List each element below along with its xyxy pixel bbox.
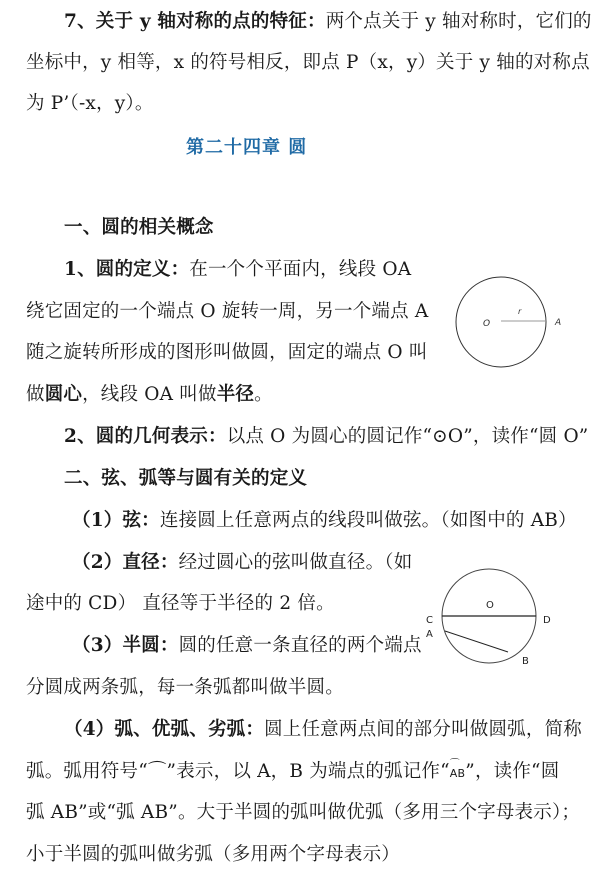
def1-t4a: 做 (26, 384, 45, 405)
label-B: B (522, 656, 529, 667)
item2-line2: 途中的 CD） 直径等于半径的 2 倍。 (26, 593, 335, 614)
def2-line (64, 425, 588, 449)
def2-label: 2、圆的几何表示： (64, 426, 227, 447)
item3-line1 (72, 634, 422, 658)
item3-line2: 分圆成两条弧，每一条弧都叫做半圆。 (26, 677, 344, 698)
item1-line (72, 509, 577, 533)
para7-text1: 两个点关于 y 轴对称时，它们的 (325, 11, 592, 32)
section2-title: 二、弦、弧等与圆有关的定义 (64, 468, 308, 489)
label-A: A (555, 318, 562, 328)
chapter-title: 第二十四章 圆 (186, 137, 308, 158)
item2-line1 (72, 551, 412, 575)
def1-t4e: 。 (254, 384, 273, 405)
def1-line4 (26, 383, 273, 407)
para7-line2: 坐标中，y 相等，x 的符号相反，即点 P（x，y）关于 y 轴的对称点 (26, 52, 590, 73)
def1-line1 (64, 258, 411, 282)
item3-text1: 圆的任意一条直径的两个端点 (178, 635, 422, 656)
section1-title: 一、圆的相关概念 (64, 217, 214, 238)
item4-t2c: ”，读作“圆 (465, 761, 560, 782)
label-O: O (486, 600, 494, 611)
item4-line2 (26, 760, 559, 786)
item1-label: （1）弦： (72, 510, 160, 531)
item4-t2a: 弧。弧用符号“⌒”表示，以 A，B 为端点的弧记作“ (26, 761, 450, 782)
circle-figure-chord (420, 556, 590, 676)
item3-label: （3）半圆： (72, 635, 179, 656)
term-radius: 半径 (216, 384, 255, 405)
label-C: C (426, 615, 433, 626)
label-D: D (543, 615, 551, 626)
para7-line3: 为 P’（-x，y）。 (26, 93, 154, 114)
item4-line1 (64, 718, 582, 742)
def1-line2: 绕它固定的一个端点 O 旋转一周，另一个端点 A (26, 301, 429, 322)
item2-text1: 经过圆心的弦叫做直径。（如 (178, 552, 413, 573)
item4-line3: 弧 AB”或“弧 AB”。大于半圆的弧叫做优弧（多用三个字母表示）； (26, 802, 581, 823)
item4-text1: 圆上任意两点间的部分叫做圆弧，简称 (264, 719, 582, 740)
item1-text: 连接圆上任意两点的线段叫做弦。（如图中的 AB） (159, 510, 577, 531)
term-center: 圆心 (44, 384, 83, 405)
para7-line1 (64, 10, 592, 34)
label-A: A (426, 629, 433, 640)
circle-figure-radius (430, 268, 580, 378)
def1-text1: 在一个个平面内，线段 OA (189, 259, 412, 280)
para7-label: 7、关于 y 轴对称的点的特征： (64, 11, 326, 32)
def1-line3: 随之旋转所形成的图形叫做圆，固定的端点 O 叫 (26, 342, 428, 363)
label-r: r (518, 307, 522, 316)
item4-label: （4）弧、优弧、劣弧： (64, 719, 265, 740)
item4-line4: 小于半圆的弧叫做劣弧（多用两个字母表示） (26, 844, 401, 865)
label-O: O (483, 319, 491, 329)
def1-t4c: ，线段 OA 叫做 (82, 384, 217, 405)
def2-text: 以点 O 为圆心的圆记作“⊙O”，读作“圆 O” (226, 426, 589, 447)
def1-label: 1、圆的定义： (64, 259, 190, 280)
arc-ab-symbol: ⌒ AB (450, 762, 465, 786)
item2-label: （2）直径： (72, 552, 179, 573)
